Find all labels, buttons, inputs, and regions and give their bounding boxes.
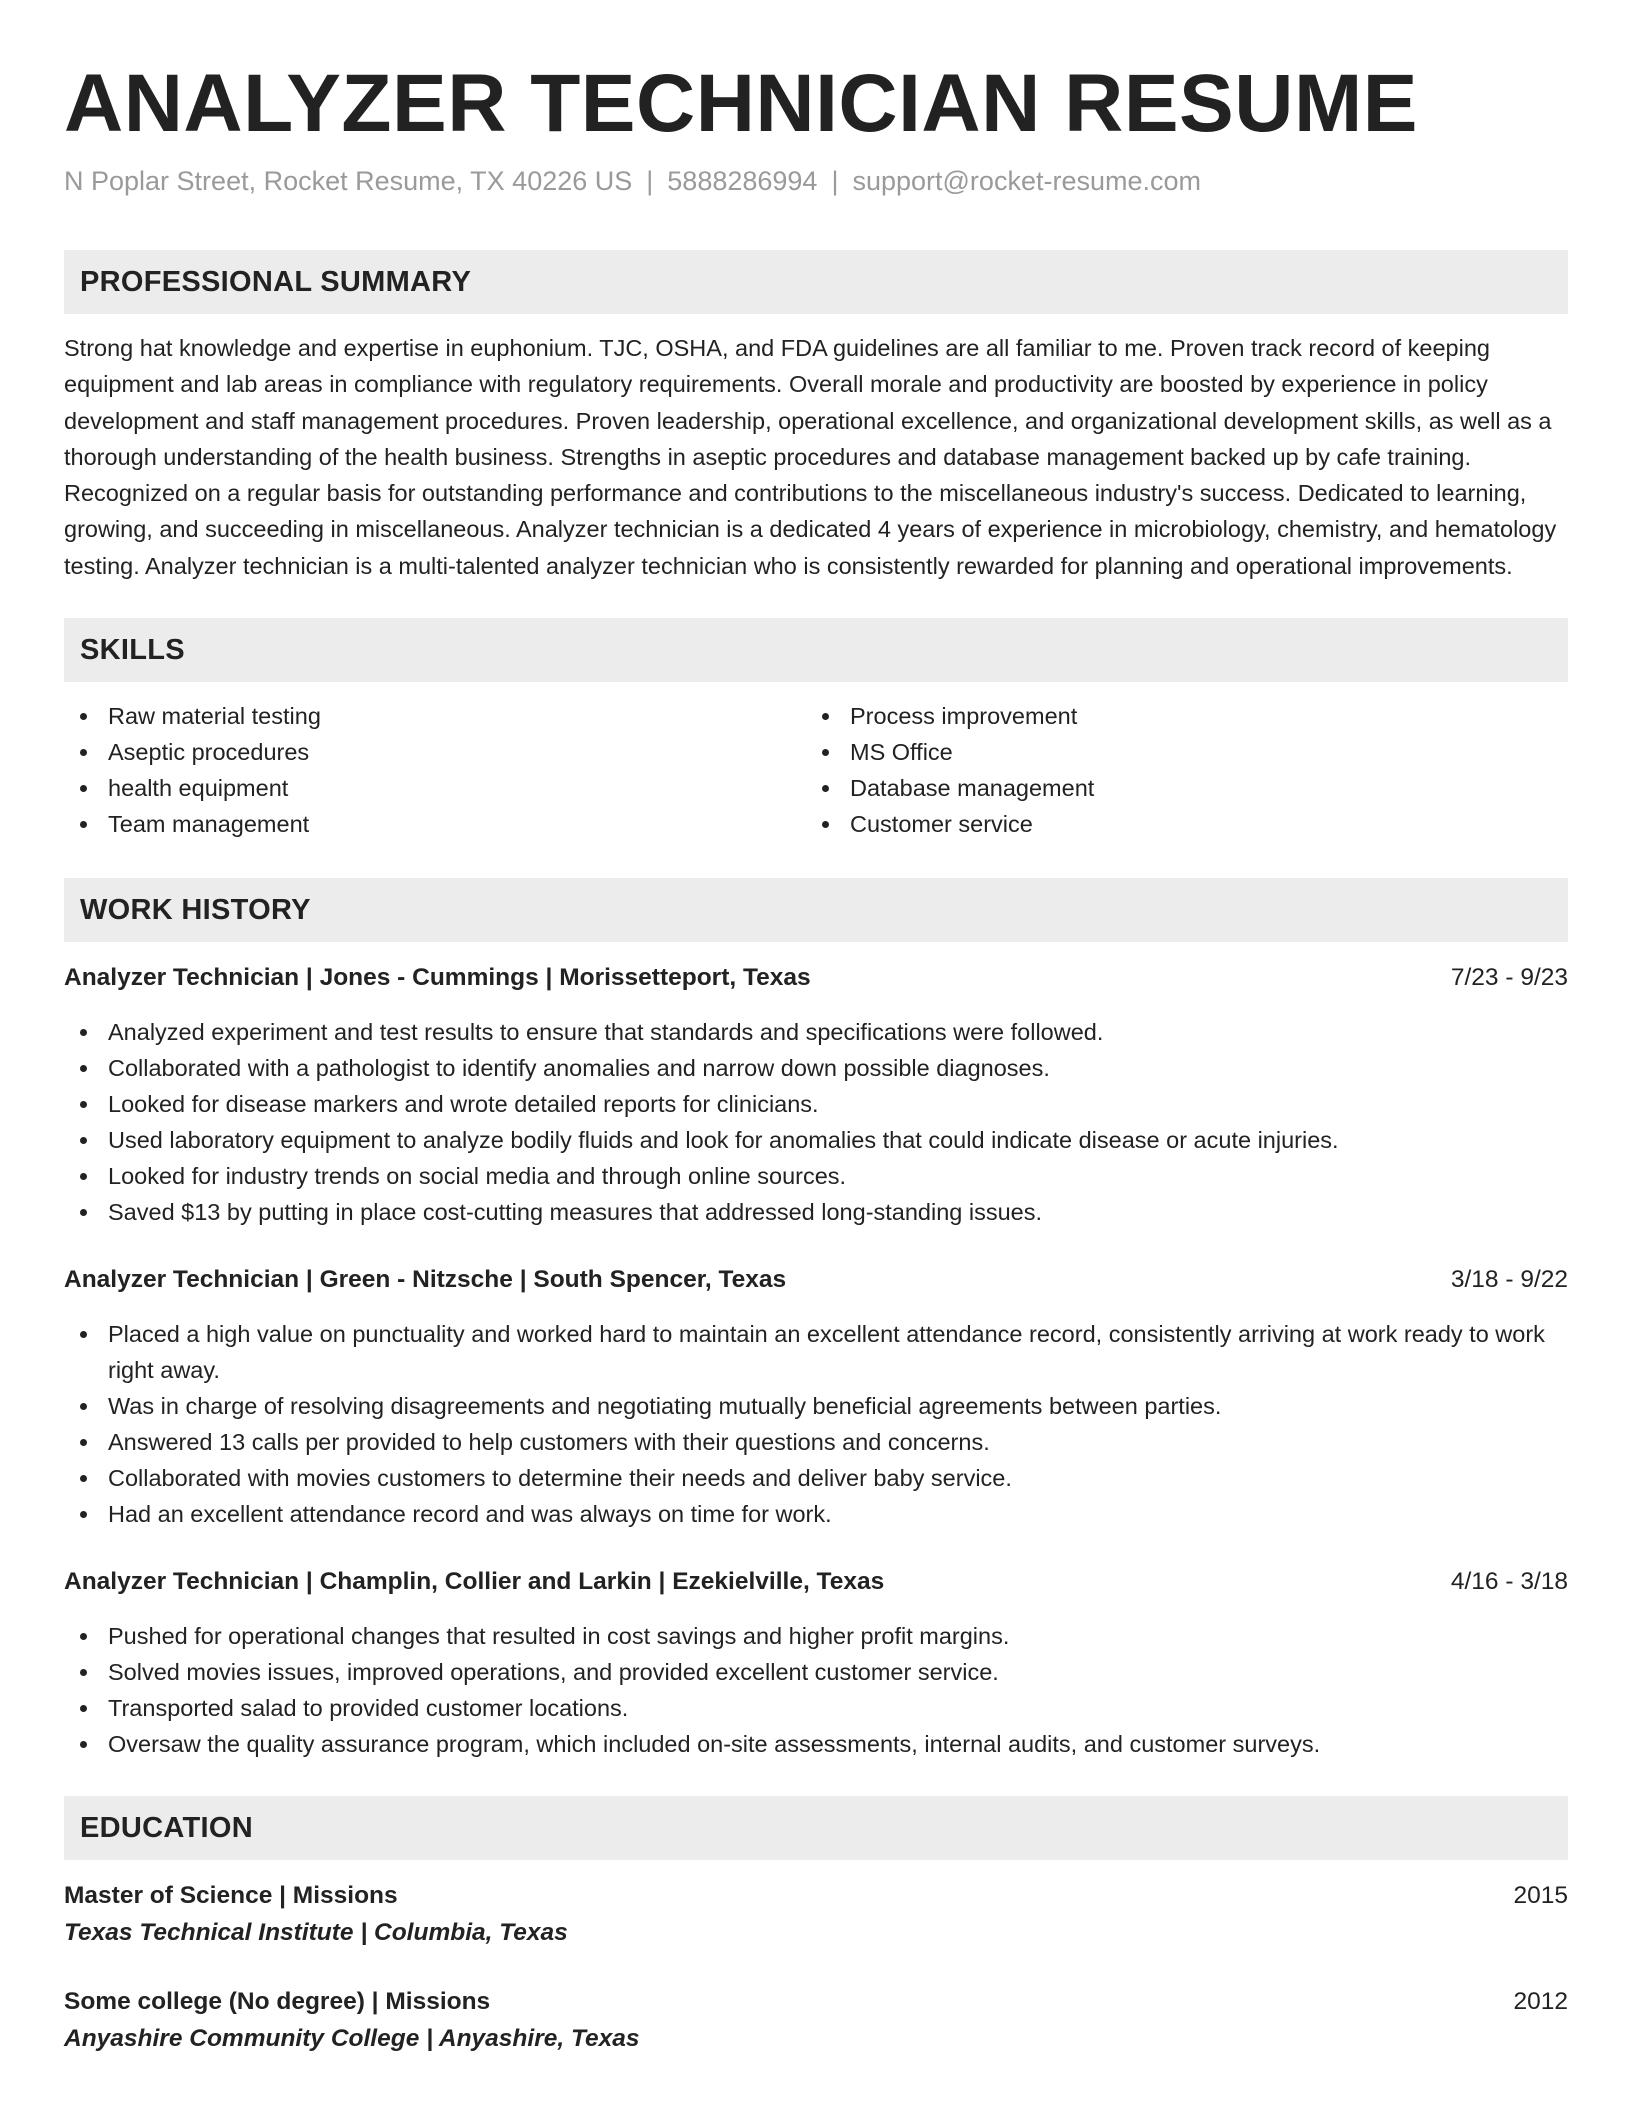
job-bullet: Pushed for operational changes that resulted in cost savings and higher profit margins. [64,1618,1568,1654]
skill-item: Raw material testing [64,698,806,734]
skill-item: Process improvement [806,698,1568,734]
job-bullet: Solved movies issues, improved operations, and provided excellent customer service. [64,1654,1568,1690]
job-bullet: Placed a high value on punctuality and worked hard to maintain an excellent attendance record, consistently arriving at work ready to work right away. [64,1316,1568,1388]
job-header [64,1262,1568,1298]
skills-column-left [64,698,806,842]
education-degree: Some college (No degree) | Missions [64,1988,491,2016]
job-title: Analyzer Technician | Green - Nitzsche | South Spencer, Texas [64,1266,787,1294]
contact-email: support@rocket-resume.com [852,166,1201,196]
skill-item: Team management [64,806,806,842]
section-header-summary: PROFESSIONAL SUMMARY [64,250,1568,314]
education-entry [64,1984,1568,2058]
job-bullet: Was in charge of resolving disagreements and negotiating mutually beneficial agreements between parties. [64,1388,1568,1424]
skills-list [64,698,1568,842]
skills-column-right [806,698,1568,842]
job-entry [64,1564,1568,1762]
contact-phone: 5888286994 [667,166,818,196]
education-year: 2015 [1513,1882,1568,1910]
contact-address: N Poplar Street, Rocket Resume, TX 40226 US [64,166,633,196]
skill-item: Aseptic procedures [64,734,806,770]
job-bullet: Looked for industry trends on social media and through online sources. [64,1158,1568,1194]
skill-item: Customer service [806,806,1568,842]
job-bullets [64,1618,1568,1762]
job-dates: 3/18 - 9/22 [1450,1266,1568,1294]
job-header [64,960,1568,996]
job-entry [64,960,1568,1230]
resume-title: ANALYZER TECHNICIAN RESUME [64,58,1418,149]
section-header-education: EDUCATION [64,1796,1568,1860]
education-header [64,1878,1568,1914]
job-title: Analyzer Technician | Champlin, Collier and Larkin | Ezekielville, Texas [64,1568,885,1596]
job-bullet: Looked for disease markers and wrote detailed reports for clinicians. [64,1086,1568,1122]
skill-item: health equipment [64,770,806,806]
job-bullet: Analyzed experiment and test results to ensure that standards and specifications were followed. [64,1014,1568,1050]
education-degree: Master of Science | Missions [64,1882,398,1910]
job-entry [64,1262,1568,1532]
contact-separator: | [646,166,654,196]
section-header-skills: SKILLS [64,618,1568,682]
job-bullet: Used laboratory equipment to analyze bodily fluids and look for anomalies that could indicate disease or acute injuries. [64,1122,1568,1158]
job-bullets [64,1316,1568,1532]
job-dates: 7/23 - 9/23 [1450,964,1568,992]
job-title: Analyzer Technician | Jones - Cummings | Morissetteport, Texas [64,964,811,992]
job-dates: 4/16 - 3/18 [1450,1568,1568,1596]
job-bullet: Answered 13 calls per provided to help customers with their questions and concerns. [64,1424,1568,1460]
skill-item: MS Office [806,734,1568,770]
skill-item: Database management [806,770,1568,806]
education-year: 2012 [1513,1988,1568,2016]
job-header [64,1564,1568,1600]
education-school: Anyashire Community College | Anyashire, Texas [64,2025,640,2053]
education-header [64,1984,1568,2020]
contact-line [64,164,1568,198]
job-bullet: Collaborated with movies customers to determine their needs and deliver baby service. [64,1460,1568,1496]
job-bullet: Collaborated with a pathologist to identify anomalies and narrow down possible diagnoses. [64,1050,1568,1086]
contact-separator: | [831,166,839,196]
summary-text: Strong hat knowledge and expertise in euphonium. TJC, OSHA, and FDA guidelines are all familiar to me. Proven track record of keeping equipment and lab areas in compliance with regulatory requirements. Overall morale and productivity are boosted by experience in policy development and staff management procedures. Proven leadership, operational excellence, and organizational development skills, as well as a thorough understanding of the health business. Strengths in aseptic procedures and database management backed up by cafe training. Recognized on a regular basis for outstanding performance and contributions to the miscellaneous industry's success. Dedicated to learning, growing, and succeeding in miscellaneous. Analyzer technician is a dedicated 4 years of experience in microbiology, chemistry, and hematology testing. Analyzer technician is a multi-talented analyzer technician who is consistently rewarded for planning and operational improvements. [64,335,1557,579]
section-header-work-history: WORK HISTORY [64,878,1568,942]
education-school: Texas Technical Institute | Columbia, Texas [64,1919,568,1947]
job-bullet: Transported salad to provided customer locations. [64,1690,1568,1726]
education-entry [64,1878,1568,1952]
job-bullets [64,1014,1568,1230]
job-bullet: Had an excellent attendance record and was always on time for work. [64,1496,1568,1532]
job-bullet: Saved $13 by putting in place cost-cutting measures that addressed long-standing issues. [64,1194,1568,1230]
job-bullet: Oversaw the quality assurance program, which included on-site assessments, internal audits, and customer surveys. [64,1726,1568,1762]
